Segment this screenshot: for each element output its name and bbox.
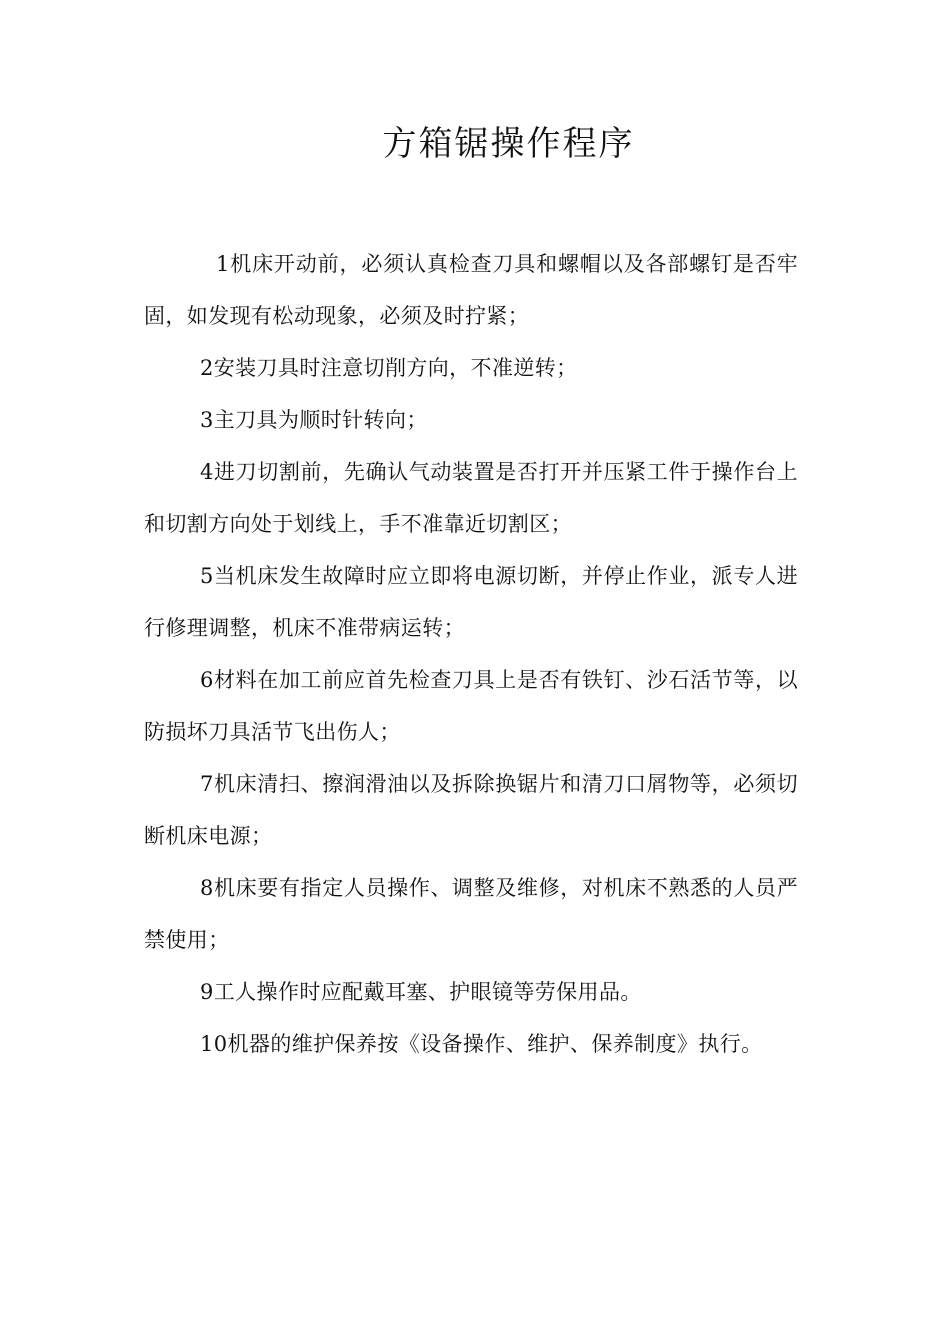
paragraph-5: 5当机床发生故障时应立即将电源切断，并停止作业，派专人进行修理调整，机床不准带病运转； bbox=[144, 564, 798, 640]
paragraph-8: 8机床要有指定人员操作、调整及维修，对机床不熟悉的人员严禁使用； bbox=[144, 876, 798, 952]
document-title: 方箱锯操作程序 bbox=[382, 124, 635, 164]
paragraph-1: 1机床开动前，必须认真检查刀具和螺帽以及各部螺钉是否牢固，如发现有松动现象，必须及时拧紧； bbox=[144, 252, 798, 328]
paragraph-3: 3主刀具为顺时针转向； bbox=[200, 408, 428, 432]
paragraph-6: 6材料在加工前应首先检查刀具上是否有铁钉、沙石活节等，以防损坏刀具活节飞出伤人； bbox=[144, 668, 798, 744]
paragraph-2: 2安装刀具时注意切削方向，不准逆转； bbox=[200, 356, 578, 380]
paragraph-7: 7机床清扫、擦润滑油以及拆除换锯片和清刀口屑物等，必须切断机床电源； bbox=[144, 772, 798, 848]
paragraph-4: 4进刀切割前，先确认气动装置是否打开并压紧工件于操作台上和切割方向处于划线上，手不准靠近切割区； bbox=[144, 460, 798, 536]
document-body bbox=[144, 238, 798, 1070]
paragraph-9: 9工人操作时应配戴耳塞、护眼镜等劳保用品。 bbox=[200, 980, 642, 1004]
paragraph-10: 10机器的维护保养按《设备操作、维护、保养制度》执行。 bbox=[200, 1032, 763, 1056]
